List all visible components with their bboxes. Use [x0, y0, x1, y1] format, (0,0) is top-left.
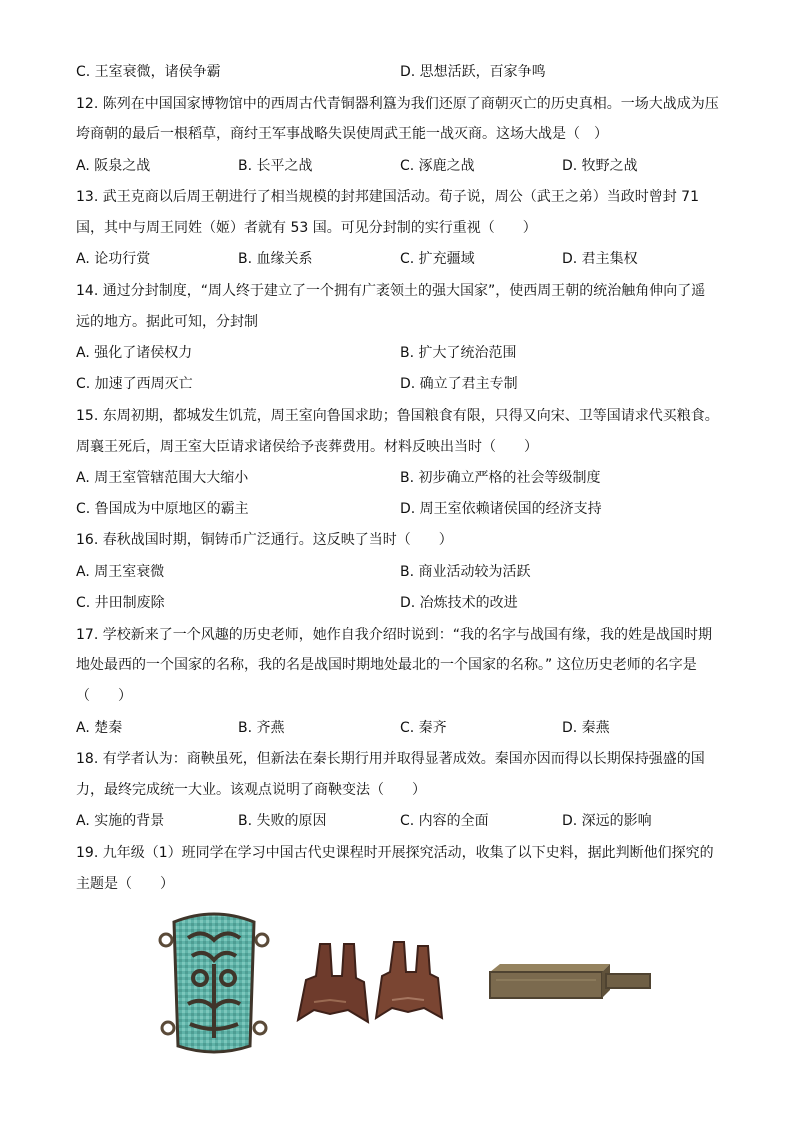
q15-option-a: A. 周王室管辖范围大大缩小 [76, 470, 249, 486]
q18-option-d: D. 深远的影响 [562, 813, 652, 829]
q12-option-a: A. 阪泉之战 [76, 158, 151, 174]
q11-option-c: C. 王室衰微，诸侯争霸 [76, 64, 221, 80]
q13-option-b: B. 血缘关系 [238, 251, 313, 267]
q16-option-c: C. 井田制废除 [76, 595, 165, 611]
q16-option-a: A. 周王室衰微 [76, 564, 165, 580]
q12-text-line1: 12. 陈列在中国国家博物馆中的西周古代青铜器利簋为我们还原了商朝灭亡的历史真相。一场大战成为压 [76, 96, 719, 112]
q15-option-d: D. 周王室依赖诸侯国的经济支持 [400, 501, 602, 517]
q14-text-line2: 远的地方。据此可知，分封制 [76, 314, 258, 330]
q17-option-d: D. 秦燕 [562, 720, 610, 736]
q12-option-c: C. 涿鹿之战 [400, 158, 475, 174]
q14-option-d: D. 确立了君主专制 [400, 376, 518, 392]
q18-option-c: C. 内容的全面 [400, 813, 489, 829]
turquoise-inlaid-bronze-plaque-image [158, 908, 270, 1056]
q13-text-line2: 国，其中与周王同姓（姬）者就有 53 国。可见分封制的实行重视（ ） [76, 220, 537, 236]
q12-text-line2: 垮商朝的最后一根稻草，商纣王军事战略失误使周武王能一战灭商。这场大战是（ ） [76, 126, 608, 142]
q13-option-a: A. 论功行赏 [76, 251, 151, 267]
q19-text-line2: 主题是（ ） [76, 876, 174, 892]
q14-option-b: B. 扩大了统治范围 [400, 345, 517, 361]
q12-option-d: D. 牧野之战 [562, 158, 638, 174]
q14-text-line1: 14. 通过分封制度，“周人终于建立了一个拥有广袤领土的强大国家”，使西周王朝的统治触角伸向了遥 [76, 283, 706, 299]
q17-text-line3: （ ） [76, 688, 132, 704]
q16-option-d: D. 冶炼技术的改进 [400, 595, 518, 611]
q16-text-line1: 16. 春秋战国时期，铜铸币广泛通行。这反映了当时（ ） [76, 532, 453, 548]
q17-option-b: B. 齐燕 [238, 720, 285, 736]
q13-option-d: D. 君主集权 [562, 251, 638, 267]
q12-option-b: B. 长平之战 [238, 158, 313, 174]
q15-text-line1: 15. 东周初期，都城发生饥荒，周王室向鲁国求助；鲁国粮食有限，只得又向宋、卫等国请求代买粮食。 [76, 408, 719, 424]
spade-coins-image [290, 940, 452, 1026]
q17-option-a: A. 楚秦 [76, 720, 123, 736]
q18-text-line1: 18. 有学者认为：商鞅虽死，但新法在秦长期行用并取得显著成效。秦国亦因而得以长期保持强盛的国 [76, 751, 705, 767]
q15-text-line2: 周襄王死后，周王室大臣请求诸侯给予丧葬费用。材料反映出当时（ ） [76, 439, 538, 455]
q17-text-line2: 地处最西的一个国家的名称，我的名是战国时期地处最北的一个国家的名称。” 这位历史老师的名字是 [76, 657, 697, 673]
bronze-measuring-vessel-image [486, 962, 654, 1002]
q18-option-b: B. 失败的原因 [238, 813, 327, 829]
q17-option-c: C. 秦齐 [400, 720, 447, 736]
q16-option-b: B. 商业活动较为活跃 [400, 564, 531, 580]
q15-option-c: C. 鲁国成为中原地区的霸主 [76, 501, 249, 517]
q15-option-b: B. 初步确立严格的社会等级制度 [400, 470, 601, 486]
q14-option-a: A. 强化了诸侯权力 [76, 345, 193, 361]
q17-text-line1: 17. 学校新来了一个风趣的历史老师，她作自我介绍时说到：“我的名字与战国有缘，我的姓是战国时期 [76, 627, 712, 643]
q19-text-line1: 19. 九年级（1）班同学在学习中国古代史课程时开展探究活动，收集了以下史料，据此判断他们探究的 [76, 845, 714, 861]
q11-option-d: D. 思想活跃，百家争鸣 [400, 64, 546, 80]
q13-option-c: C. 扩充疆域 [400, 251, 475, 267]
q18-text-line2: 力，最终完成统一大业。该观点说明了商鞅变法（ ） [76, 782, 426, 798]
q18-option-a: A. 实施的背景 [76, 813, 165, 829]
q13-text-line1: 13. 武王克商以后周王朝进行了相当规模的封邦建国活动。荀子说，周公（武王之弟）当政时曾封 71 [76, 189, 699, 205]
q14-option-c: C. 加速了西周灭亡 [76, 376, 193, 392]
